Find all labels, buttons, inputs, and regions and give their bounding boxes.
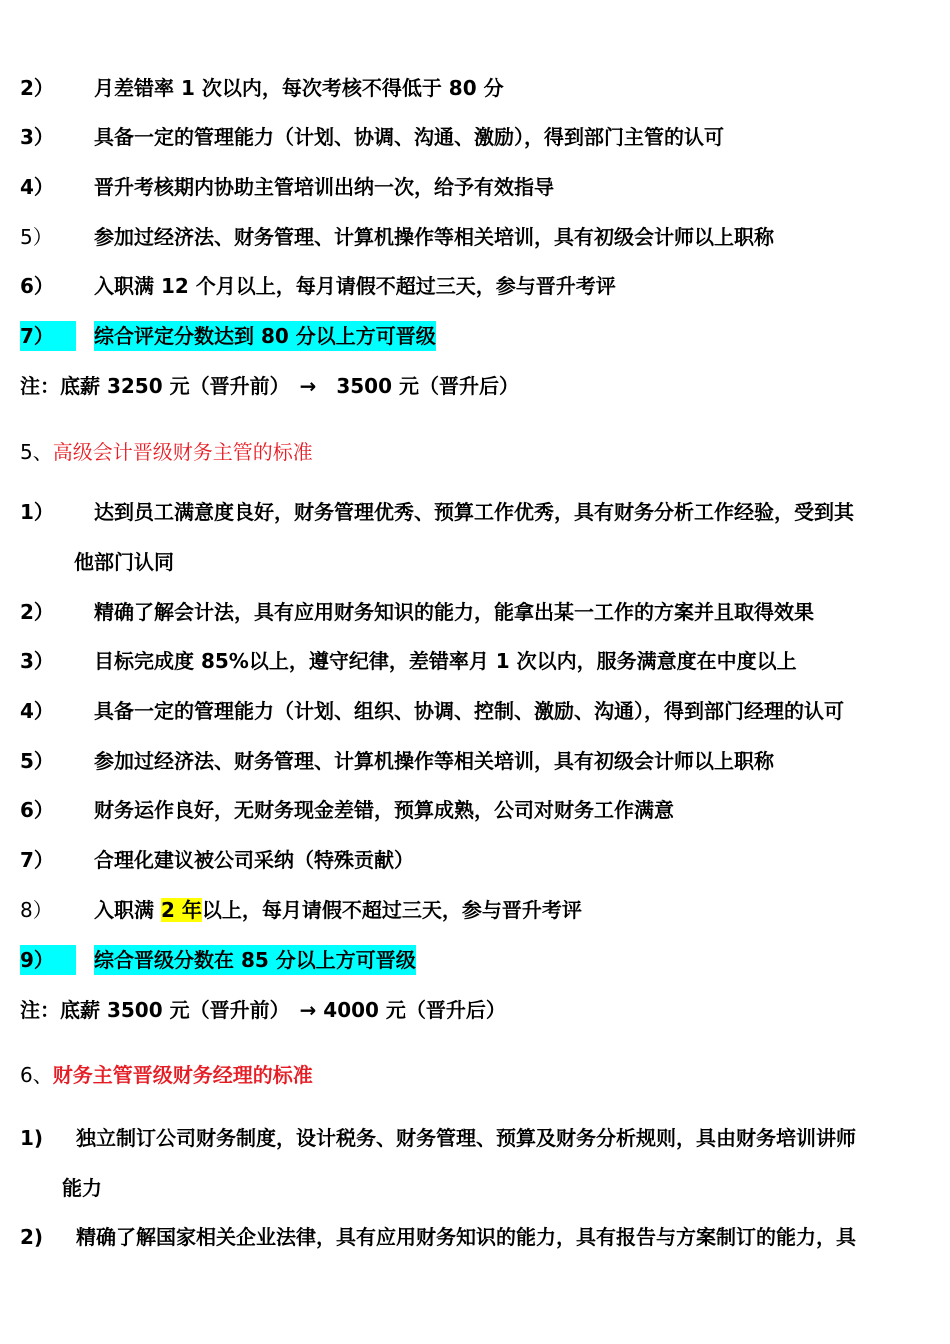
section-number: 5、: [20, 440, 53, 464]
section-title: 高级会计晋级财务主管的标准: [52, 440, 313, 464]
item-text: 参加过经济法、财务管理、计算机操作等相关培训，具有初级会计师以上职称: [94, 749, 774, 773]
item-number: 7）: [20, 848, 54, 872]
item-number: 5）: [20, 225, 53, 249]
item-number: 7）: [20, 321, 76, 351]
list-item: [20, 497, 854, 527]
highlighted-term: 2 年: [160, 898, 202, 922]
list-item: [20, 597, 814, 627]
section-heading: [20, 1060, 313, 1090]
item-text: 精确了解国家相关企业法律，具有应用财务知识的能力，具有报告与方案制订的能力，具: [76, 1225, 856, 1249]
item-number: 5）: [20, 749, 54, 773]
item-text: 具备一定的管理能力（计划、协调、沟通、激励），得到部门主管的认可: [94, 125, 724, 149]
item-text: 晋升考核期内协助主管培训出纳一次，给予有效指导: [94, 175, 554, 199]
list-item: [20, 646, 797, 676]
list-item-highlighted: [20, 321, 436, 351]
item-number: 6）: [20, 798, 54, 822]
list-item: [20, 746, 774, 776]
salary-note: 注：底薪 3250 元（晋升前） → 3500 元（晋升后）: [20, 374, 519, 398]
item-number: 3）: [20, 649, 54, 673]
item-text: 综合评定分数达到 80 分以上方可晋级: [94, 321, 436, 351]
item-number: 9）: [20, 945, 76, 975]
item-text: 入职满 12 个月以上，每月请假不超过三天，参与晋升考评: [94, 274, 616, 298]
list-item: [20, 1222, 856, 1252]
section-heading: [20, 437, 313, 467]
item-number: 6）: [20, 274, 54, 298]
item-text: 以上，每月请假不超过三天，参与晋升考评: [201, 898, 582, 922]
item-number: 8）: [20, 898, 53, 922]
list-item-highlighted: [20, 945, 416, 975]
section-title: 财务主管晋级财务经理的标准: [52, 1063, 313, 1087]
list-item: [20, 122, 724, 152]
list-item: [20, 696, 844, 726]
item-text: 独立制订公司财务制度，设计税务、财务管理、预算及财务分析规则，具由财务培训讲师: [76, 1126, 856, 1150]
list-item: [20, 222, 774, 252]
list-item: [20, 271, 616, 301]
item-text: 合理化建议被公司采纳（特殊贡献）: [94, 848, 414, 872]
item-number: 4）: [20, 175, 54, 199]
item-continuation: 能力: [62, 1176, 102, 1200]
list-item: [20, 795, 674, 825]
item-number: 4）: [20, 699, 54, 723]
item-text: 精确了解会计法，具有应用财务知识的能力，能拿出某一工作的方案并且取得效果: [94, 600, 814, 624]
item-text: 目标完成度 85%以上，遵守纪律，差错率月 1 次以内，服务满意度在中度以上: [94, 649, 797, 673]
salary-note: 注：底薪 3500 元（晋升前） → 4000 元（晋升后）: [20, 998, 506, 1022]
item-number: 1): [20, 1126, 44, 1150]
item-text: 参加过经济法、财务管理、计算机操作等相关培训，具有初级会计师以上职称: [94, 225, 774, 249]
list-item: [20, 172, 554, 202]
list-item: [20, 845, 414, 875]
item-text: 具备一定的管理能力（计划、组织、协调、控制、激励、沟通），得到部门经理的认可: [94, 699, 844, 723]
list-item: [20, 1123, 856, 1153]
section-number: 6、: [20, 1063, 53, 1087]
item-number: 2）: [20, 76, 54, 100]
item-continuation: 他部门认同: [74, 550, 174, 574]
item-number: 3）: [20, 125, 54, 149]
item-text: 月差错率 1 次以内，每次考核不得低于 80 分: [94, 76, 504, 100]
item-number: 2）: [20, 600, 54, 624]
item-text: 财务运作良好，无财务现金差错，预算成熟，公司对财务工作满意: [94, 798, 674, 822]
list-item: [20, 895, 582, 925]
item-text: 入职满: [94, 898, 161, 922]
list-item: [20, 73, 504, 103]
item-text: 综合晋级分数在 85 分以上方可晋级: [94, 945, 416, 975]
item-text: 达到员工满意度良好，财务管理优秀、预算工作优秀，具有财务分析工作经验，受到其: [94, 500, 854, 524]
item-number: 2): [20, 1225, 44, 1249]
item-number: 1）: [20, 500, 54, 524]
